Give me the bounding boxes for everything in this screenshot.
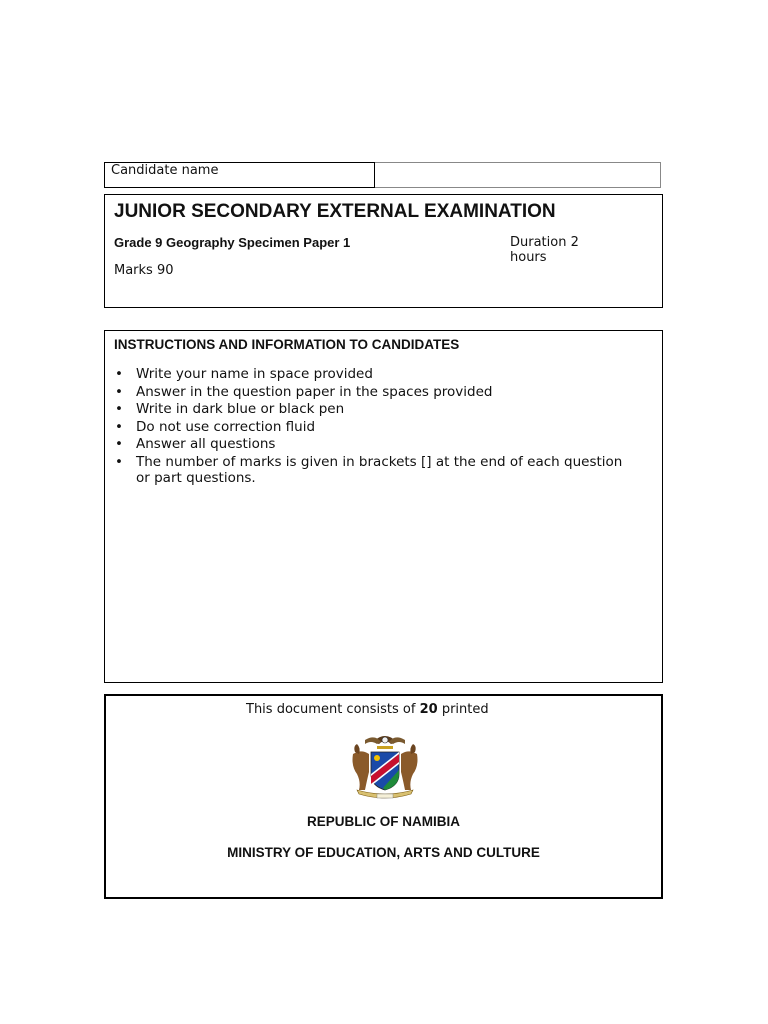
ministry-name: MINISTRY OF EDUCATION, ARTS AND CULTURE [227, 845, 540, 860]
instruction-text: Write in dark blue or black pen [136, 401, 345, 417]
list-item [114, 401, 634, 417]
candidate-name-label: Candidate name [104, 162, 375, 188]
candidate-name-row [104, 162, 661, 189]
list-item [114, 454, 634, 486]
instruction-text: Answer in the question paper in the spaces provided [136, 383, 493, 400]
republic-name: REPUBLIC OF NAMIBIA [307, 814, 460, 829]
instruction-text: Write your name in space provided [136, 366, 373, 382]
list-item [114, 419, 634, 435]
instructions-box [104, 330, 663, 683]
instruction-text: The number of marks is given in brackets [] at the end of each question or part questions. [136, 453, 623, 486]
exam-title: JUNIOR SECONDARY EXTERNAL EXAMINATION [114, 201, 556, 222]
coat-of-arms-icon [347, 732, 423, 800]
duration-text: Duration 2 hours [510, 235, 579, 265]
bullet-icon: • [115, 401, 123, 417]
list-item [114, 384, 634, 400]
bullet-icon: • [115, 418, 123, 435]
candidate-name-field[interactable] [375, 162, 661, 188]
instructions-list [114, 366, 634, 487]
list-item [114, 366, 634, 382]
page-count: 20 [419, 702, 438, 717]
instructions-heading: INSTRUCTIONS AND INFORMATION TO CANDIDATES [114, 337, 460, 352]
page-count-prefix: This document consists of [246, 702, 416, 717]
bullet-icon: • [115, 383, 123, 400]
page-count-suffix: printed [441, 702, 489, 717]
exam-header-box [104, 194, 663, 308]
marks-text: Marks 90 [114, 263, 174, 278]
bullet-icon: • [115, 366, 123, 382]
instruction-text: Do not use correction fluid [136, 418, 316, 435]
list-item [114, 436, 634, 452]
footer-box [104, 694, 663, 899]
instruction-text: Answer all questions [136, 436, 276, 452]
paper-title: Grade 9 Geography Specimen Paper 1 [114, 235, 351, 250]
bullet-icon: • [115, 436, 123, 452]
page-count-note [246, 702, 489, 717]
bullet-icon: • [115, 453, 123, 470]
